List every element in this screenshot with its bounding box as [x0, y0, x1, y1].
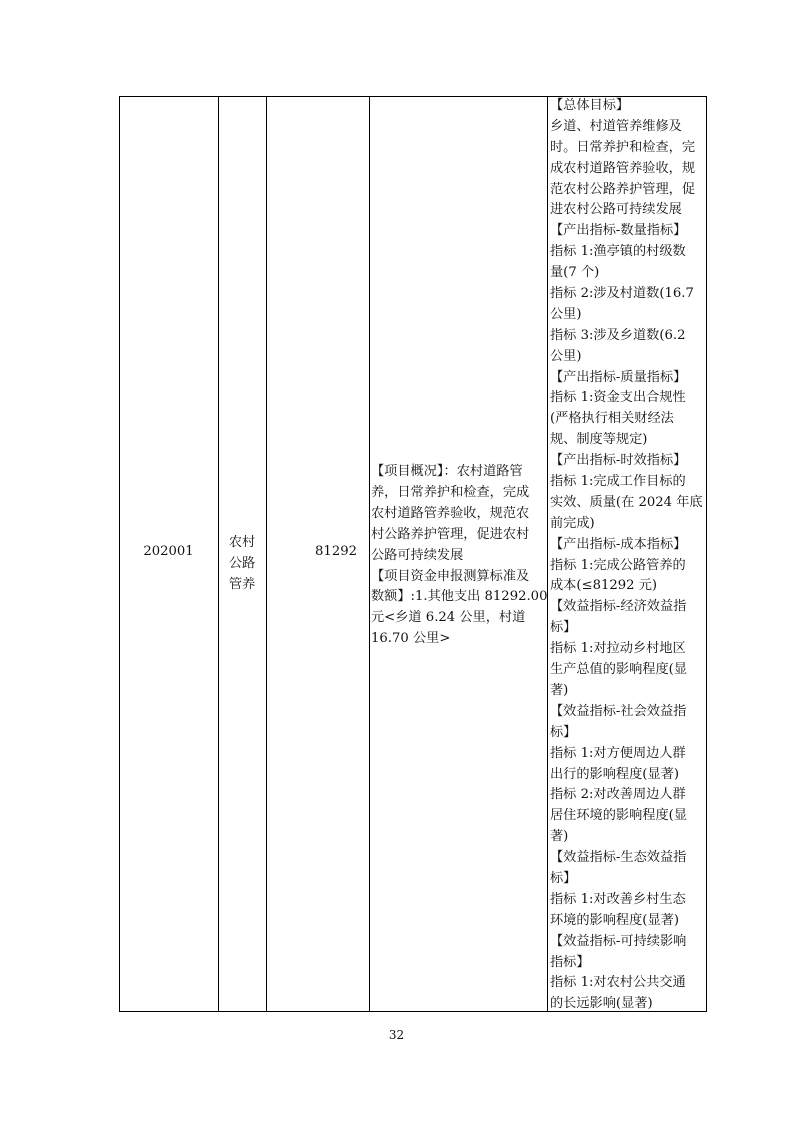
overview-line: 16.70 公里> — [371, 631, 451, 647]
goal-line: 公里) — [550, 306, 582, 322]
goal-line: 标】 — [550, 620, 577, 636]
goal-line: 【效益指标-可持续影响 — [550, 933, 687, 949]
overview-line: 农村道路管养验收，规范农 — [371, 505, 530, 521]
table-border-right — [706, 96, 707, 1012]
project-name-line: 公路 — [228, 555, 256, 571]
goal-line: 指标 1:完成工作目标的 — [550, 474, 686, 490]
goal-line: 指标 2:对改善周边人群 — [550, 787, 686, 803]
goal-line: 指标 1:资金支出合规性 — [550, 390, 686, 406]
overview-line: 元<乡道 6.24 公里，村道 — [371, 610, 526, 626]
goal-line: 指标】 — [550, 954, 590, 970]
overview-line: 数额】:1.其他支出 81292.00 — [371, 589, 548, 605]
goal-line: 指标 1:对拉动乡村地区 — [550, 641, 686, 657]
project-overview-cell — [371, 462, 547, 650]
project-name-line: 管养 — [228, 576, 256, 592]
table-divider — [369, 96, 370, 1012]
goal-line: 【产出指标-数量指标】 — [550, 223, 687, 239]
goal-line: 【效益指标-经济效益指 — [550, 599, 687, 615]
goal-line: 生产总值的影响程度(显 — [550, 662, 688, 678]
goal-line: 实效、质量(在 2024 年底 — [550, 494, 703, 510]
goal-line: 指标 1:完成公路管养的 — [550, 557, 686, 573]
goal-line: 范农村公路养护管理，促 — [550, 181, 696, 197]
goal-line: 时。日常养护和检查，完 — [550, 139, 696, 155]
goal-line: 指标 1:对方便周边人群 — [550, 745, 686, 761]
goal-line: 出行的影响程度(显著) — [550, 766, 679, 782]
project-name-line: 农村 — [228, 535, 256, 550]
goal-line: 标】 — [550, 870, 577, 886]
overview-line: 村公路养护管理，促进农村 — [371, 526, 530, 542]
goal-line: 【产出指标-成本指标】 — [550, 536, 687, 552]
goal-line: 量(7 个) — [550, 265, 600, 281]
goal-line: 前完成) — [550, 515, 595, 531]
goal-line: 【效益指标-生态效益指 — [550, 850, 687, 866]
goal-line: 标】 — [550, 724, 577, 740]
goal-line: 的长远影响(显著) — [550, 996, 653, 1012]
project-name-cell — [218, 533, 266, 596]
goal-line: 著) — [550, 829, 569, 845]
goal-line: 著) — [550, 682, 569, 698]
goal-line: 指标 1:对改善乡村生态 — [550, 891, 686, 907]
project-amount-cell: 81292 — [315, 544, 357, 559]
goal-line: 指标 1:对农村公共交通 — [550, 975, 686, 991]
goal-line: 公里) — [550, 348, 582, 364]
goal-line: 【产出指标-质量指标】 — [550, 369, 687, 385]
table-divider — [547, 96, 548, 1012]
page-number: 32 — [388, 1028, 405, 1042]
overview-line: 养，日常养护和检查，完成 — [371, 484, 530, 500]
goal-line: 进农村公路可持续发展 — [550, 202, 682, 218]
goal-line: 指标 1:渔亭镇的村级数 — [550, 244, 686, 260]
goal-line: 成本(≤81292 元) — [550, 578, 658, 594]
goal-line: 居住环境的影响程度(显 — [550, 808, 688, 824]
goal-line: (严格执行相关财经法 — [550, 411, 674, 427]
goal-line: 规、制度等规定) — [550, 432, 648, 448]
goal-line: 乡道、村道管养维修及 — [550, 118, 682, 134]
goal-line: 【产出指标-时效指标】 — [550, 453, 687, 469]
goal-line: 指标 3:涉及乡道数(6.2 — [550, 327, 686, 343]
goal-line: 成农村道路管养验收，规 — [550, 160, 696, 176]
overview-line: 【项目概况】：农村道路管 — [371, 464, 523, 479]
goal-line: 指标 2:涉及村道数(16.7 — [550, 286, 694, 302]
project-code-cell: 202001 — [143, 544, 194, 559]
overview-line: 公路可持续发展 — [371, 547, 464, 563]
project-table — [119, 96, 707, 1012]
overview-line: 【项目资金申报测算标准及 — [371, 568, 530, 584]
performance-goals-cell — [550, 96, 706, 1015]
goal-line: 【效益指标-社会效益指 — [550, 703, 687, 719]
goal-line: 【总体目标】 — [550, 98, 630, 113]
goal-line: 环境的影响程度(显著) — [550, 912, 679, 928]
